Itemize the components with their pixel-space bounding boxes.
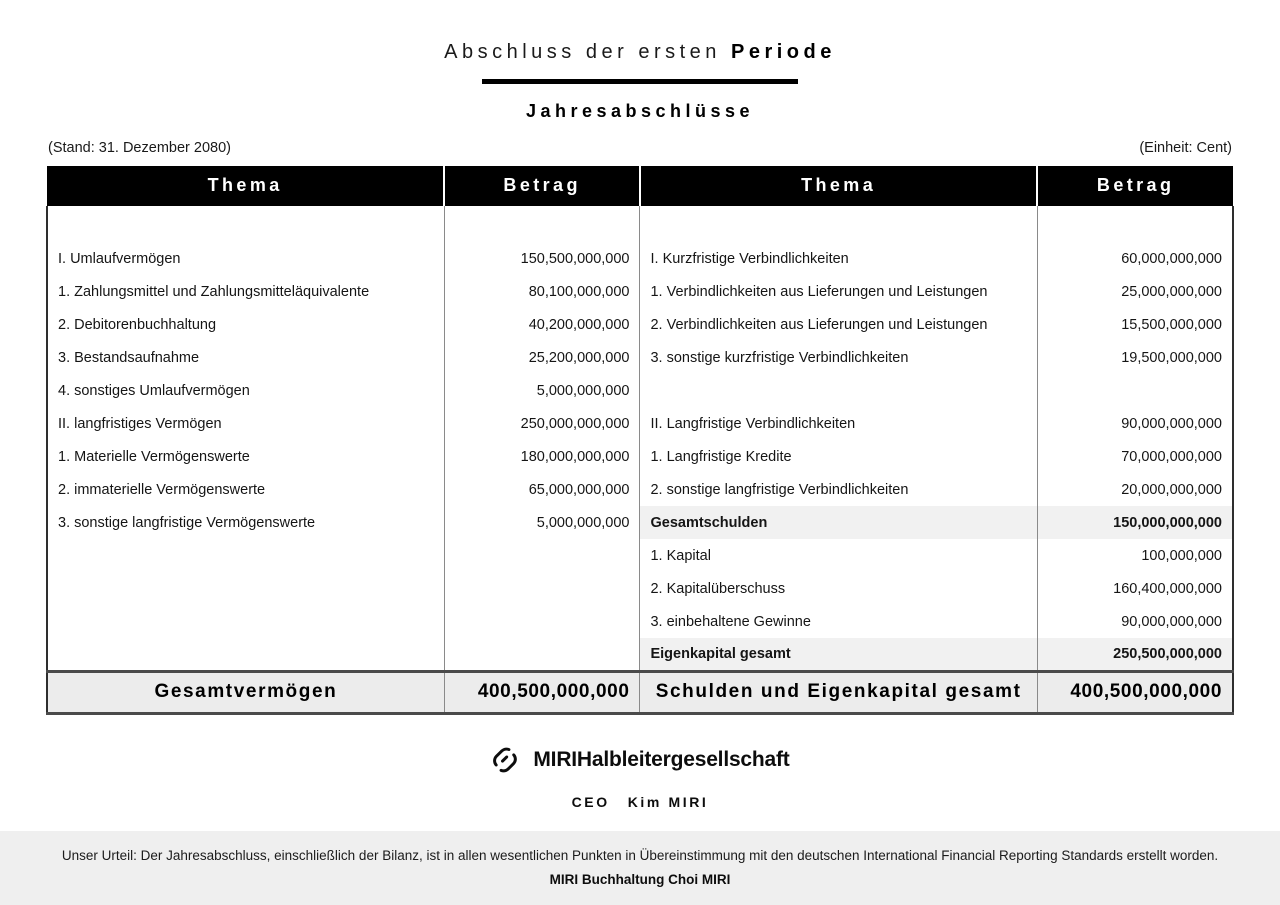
cell-left-item: 2. immaterielle Vermögenswerte — [47, 473, 444, 506]
as-of-date: (Stand: 31. Dezember 2080) — [48, 140, 231, 156]
table-row — [47, 242, 1233, 275]
cell-right-amt: 90,000,000,000 — [1037, 605, 1233, 638]
cell-left-amt: 40,200,000,000 — [444, 308, 640, 341]
column-header-liabilities-amount: Betrag — [1037, 166, 1233, 206]
cell-right-amt: 20,000,000,000 — [1037, 473, 1233, 506]
column-header-assets-item: Thema — [47, 166, 444, 206]
cell-right-item: Eigenkapital gesamt — [640, 638, 1037, 671]
cell-right-amt: 25,000,000,000 — [1037, 275, 1233, 308]
grand-total-row — [47, 671, 1233, 713]
total-assets-label: Gesamtvermögen — [47, 671, 444, 713]
cell-right-item: I. Kurzfristige Verbindlichkeiten — [640, 242, 1037, 275]
cell-right-amt: 60,000,000,000 — [1037, 242, 1233, 275]
signature-block — [0, 745, 1280, 810]
cell-left-amt — [444, 605, 640, 638]
ceo-row — [0, 794, 1280, 810]
cell-left-amt: 250,000,000,000 — [444, 407, 640, 440]
total-assets-amount: 400,500,000,000 — [444, 671, 640, 713]
cell-left-item: 4. sonstiges Umlaufvermögen — [47, 374, 444, 407]
cell-left-item: 1. Materielle Vermögenswerte — [47, 440, 444, 473]
ceo-name: Kim MIRI — [627, 793, 709, 810]
cell-right-item: 1. Kapital — [640, 539, 1037, 572]
table-row — [47, 539, 1233, 572]
table-row — [47, 638, 1233, 671]
cell-right-item: 3. einbehaltene Gewinne — [640, 605, 1037, 638]
cell-right-item: 2. Kapitalüberschuss — [640, 572, 1037, 605]
cell-left-amt: 150,500,000,000 — [444, 242, 640, 275]
table-row — [47, 374, 1233, 407]
document-footer — [0, 831, 1280, 905]
cell-right-item: 3. sonstige kurzfristige Verbindlichkeiten — [640, 341, 1037, 374]
cell-right-item: II. Langfristige Verbindlichkeiten — [640, 407, 1037, 440]
title-divider — [482, 79, 798, 84]
cell-left-amt: 25,200,000,000 — [444, 341, 640, 374]
cell-right-amt: 150,000,000,000 — [1037, 506, 1233, 539]
cell-left-amt: 5,000,000,000 — [444, 374, 640, 407]
table-row — [47, 506, 1233, 539]
balance-sheet-table-wrap — [46, 166, 1234, 715]
cell-left-item: II. langfristiges Vermögen — [47, 407, 444, 440]
cell-right-item — [640, 374, 1037, 407]
cell-right-amt: 90,000,000,000 — [1037, 407, 1233, 440]
column-header-liabilities-item: Thema — [640, 166, 1037, 206]
table-row — [47, 341, 1233, 374]
table-row — [47, 440, 1233, 473]
balance-sheet-table — [46, 166, 1234, 715]
section-heading-row — [47, 206, 1233, 242]
cell-right-item: 1. Langfristige Kredite — [640, 440, 1037, 473]
cell-left-item — [47, 539, 444, 572]
audit-opinion-text: Unser Urteil: Der Jahresabschluss, einschließlich der Bilanz, ist in allen wesentlichen Punkten in Übereinstimmung mit den deutschen International Financial Reporting Standards erstellt worden. — [61, 847, 1219, 863]
cell-right-amt: 100,000,000 — [1037, 539, 1233, 572]
cell-left-item: 3. sonstige langfristige Vermögenswerte — [47, 506, 444, 539]
cell-right-amt: 15,500,000,000 — [1037, 308, 1233, 341]
company-name: MIRIHalbleitergesellschaft — [533, 747, 790, 771]
cell-right-amt: 19,500,000,000 — [1037, 341, 1233, 374]
total-liabilities-equity-label: Schulden und Eigenkapital gesamt — [640, 671, 1037, 713]
cell-right-amt: 250,500,000,000 — [1037, 638, 1233, 671]
table-row — [47, 605, 1233, 638]
cell-left-amt — [444, 539, 640, 572]
cell-left-amt: 80,100,000,000 — [444, 275, 640, 308]
section-title-assets-amount — [444, 206, 640, 242]
table-row — [47, 275, 1233, 308]
page-title-normal: Abschluss der ersten — [444, 41, 731, 63]
cell-left-item — [47, 605, 444, 638]
table-body — [47, 206, 1233, 671]
currency-unit: (Einheit: Cent) — [1139, 140, 1232, 156]
cell-left-amt: 65,000,000,000 — [444, 473, 640, 506]
table-row — [47, 308, 1233, 341]
cell-right-amt — [1037, 374, 1233, 407]
table-row — [47, 473, 1233, 506]
table-header-row — [47, 166, 1233, 206]
page-subtitle: Jahresabschlüsse — [525, 101, 755, 121]
table-row — [47, 407, 1233, 440]
cell-left-item — [47, 638, 444, 671]
section-title-assets — [47, 206, 444, 242]
table-header — [47, 166, 1233, 206]
section-title-liabilities-amount — [1037, 206, 1233, 242]
cell-right-item: 2. sonstige langfristige Verbindlichkeiten — [640, 473, 1037, 506]
cell-right-item: 2. Verbindlichkeiten aus Lieferungen und Leistungen — [640, 308, 1037, 341]
cell-right-amt: 160,400,000,000 — [1037, 572, 1233, 605]
cell-right-item: 1. Verbindlichkeiten aus Lieferungen und Leistungen — [640, 275, 1037, 308]
cell-left-item: 3. Bestandsaufnahme — [47, 341, 444, 374]
cell-left-amt — [444, 572, 640, 605]
miri-swirl-logo-icon — [490, 745, 520, 775]
accounting-firm-name: MIRI Buchhaltung Choi MIRI — [549, 872, 731, 887]
table-row — [47, 572, 1233, 605]
meta-row — [46, 140, 1234, 156]
cell-left-item: 2. Debitorenbuchhaltung — [47, 308, 444, 341]
document-header — [0, 0, 1280, 122]
cell-left-item — [47, 572, 444, 605]
cell-left-amt — [444, 638, 640, 671]
cell-right-amt: 70,000,000,000 — [1037, 440, 1233, 473]
total-liabilities-equity-amount: 400,500,000,000 — [1037, 671, 1233, 713]
ceo-label: CEO — [571, 793, 610, 810]
cell-right-item: Gesamtschulden — [640, 506, 1037, 539]
table-footer — [47, 671, 1233, 713]
cell-left-item: I. Umlaufvermögen — [47, 242, 444, 275]
column-header-assets-amount: Betrag — [444, 166, 640, 206]
cell-left-amt: 180,000,000,000 — [444, 440, 640, 473]
page-title-strong: Periode — [730, 41, 836, 63]
section-title-liabilities — [640, 206, 1037, 242]
cell-left-item: 1. Zahlungsmittel und Zahlungsmitteläquivalente — [47, 275, 444, 308]
cell-left-amt: 5,000,000,000 — [444, 506, 640, 539]
brand-row — [0, 745, 1280, 775]
page-title — [0, 40, 1280, 64]
